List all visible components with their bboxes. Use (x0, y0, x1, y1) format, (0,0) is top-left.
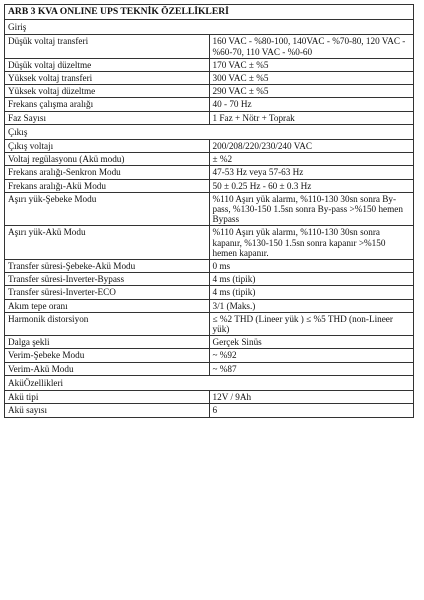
spec-row (5, 98, 414, 111)
spec-value: 50 ± 0.25 Hz - 60 ± 0.3 Hz (209, 179, 414, 192)
spec-row (5, 349, 414, 362)
spec-label: Çıkış voltajı (5, 140, 210, 153)
spec-row (5, 35, 414, 58)
spec-label: Verim-Şebeke Modu (5, 349, 210, 362)
spec-label: Düşük voltaj düzeltme (5, 58, 210, 71)
spec-label: Aşırı yük-Akü Modu (5, 226, 210, 260)
spec-value: 160 VAC - %80-100, 140VAC - %70-80, 120 VAC - %60-70, 110 VAC - %0-60 (209, 35, 414, 58)
spec-row (5, 404, 414, 417)
spec-value: 0 ms (209, 260, 414, 273)
spec-value: 300 VAC ± %5 (209, 72, 414, 85)
spec-label: Verim-Akü Modu (5, 362, 210, 375)
spec-label: Yüksek voltaj transferi (5, 72, 210, 85)
spec-row (5, 260, 414, 273)
spec-label: Akü tipi (5, 391, 210, 404)
spec-label: Transfer süresi-Şebeke-Akü Modu (5, 260, 210, 273)
spec-value: 40 - 70 Hz (209, 98, 414, 111)
spec-value: 3/1 (Maks.) (209, 299, 414, 312)
spec-label: Dalga şekli (5, 336, 210, 349)
spec-label: Frekans çalışma aralığı (5, 98, 210, 111)
spec-row (5, 362, 414, 375)
spec-label: Akım tepe oranı (5, 299, 210, 312)
spec-row (5, 85, 414, 98)
spec-label: Harmonik distorsiyon (5, 312, 210, 335)
spec-value: 200/208/220/230/240 VAC (209, 140, 414, 153)
spec-value: ~ %87 (209, 362, 414, 375)
spec-value: 290 VAC ± %5 (209, 85, 414, 98)
spec-value: 1 Faz + Nötr + Toprak (209, 111, 414, 124)
spec-label: Voltaj regülasyonu (Akü modu) (5, 153, 210, 166)
spec-value: ≤ %2 THD (Lineer yük ) ≤ %5 THD (non-Lineer yük) (209, 312, 414, 335)
document-title: ARB 3 KVA ONLINE UPS TEKNİK ÖZELLİKLERİ (5, 5, 414, 20)
spec-row (5, 336, 414, 349)
spec-value: 47-53 Hz veya 57-63 Hz (209, 166, 414, 179)
section-row (5, 375, 414, 390)
spec-label: Faz Sayısı (5, 111, 210, 124)
spec-value: 4 ms (tipik) (209, 286, 414, 299)
spec-row (5, 140, 414, 153)
spec-sheet (4, 4, 414, 418)
title-row (5, 5, 414, 20)
spec-row (5, 58, 414, 71)
spec-value: 6 (209, 404, 414, 417)
spec-value: Gerçek Sinüs (209, 336, 414, 349)
spec-row (5, 166, 414, 179)
section-heading: Çıkış (5, 124, 414, 139)
spec-row (5, 111, 414, 124)
spec-value: %110 Aşırı yük alarmı, %110-130 30sn sonra kapanır, %130-150 1.5sn sonra kapanır >%150 hemen kapanır. (209, 226, 414, 260)
spec-label: Aşırı yük-Şebeke Modu (5, 192, 210, 226)
spec-row (5, 226, 414, 260)
spec-label: Frekans aralığı-Senkron Modu (5, 166, 210, 179)
section-row (5, 124, 414, 139)
spec-table (4, 4, 414, 418)
spec-value: 170 VAC ± %5 (209, 58, 414, 71)
spec-label: Transfer süresi-Inverter-ECO (5, 286, 210, 299)
spec-label: Düşük voltaj transferi (5, 35, 210, 58)
spec-value: 4 ms (tipik) (209, 273, 414, 286)
section-row (5, 20, 414, 35)
spec-label: Yüksek voltaj düzeltme (5, 85, 210, 98)
spec-row (5, 299, 414, 312)
spec-row (5, 273, 414, 286)
spec-value: 12V / 9Ah (209, 391, 414, 404)
spec-label: Akü sayısı (5, 404, 210, 417)
spec-label: Transfer süresi-Inverter-Bypass (5, 273, 210, 286)
spec-row (5, 153, 414, 166)
spec-row (5, 72, 414, 85)
spec-row (5, 179, 414, 192)
spec-table-body (5, 5, 414, 418)
spec-row (5, 312, 414, 335)
spec-value: %110 Aşırı yük alarmı, %110-130 30sn sonra By-pass, %130-150 1.5sn sonra By-pass >%150 hemen Bypass (209, 192, 414, 226)
section-heading: Giriş (5, 20, 414, 35)
spec-label: Frekans aralığı-Akü Modu (5, 179, 210, 192)
spec-row (5, 391, 414, 404)
spec-value: ± %2 (209, 153, 414, 166)
spec-row (5, 192, 414, 226)
spec-row (5, 286, 414, 299)
spec-value: ~ %92 (209, 349, 414, 362)
section-heading: AküÖzellikleri (5, 375, 414, 390)
